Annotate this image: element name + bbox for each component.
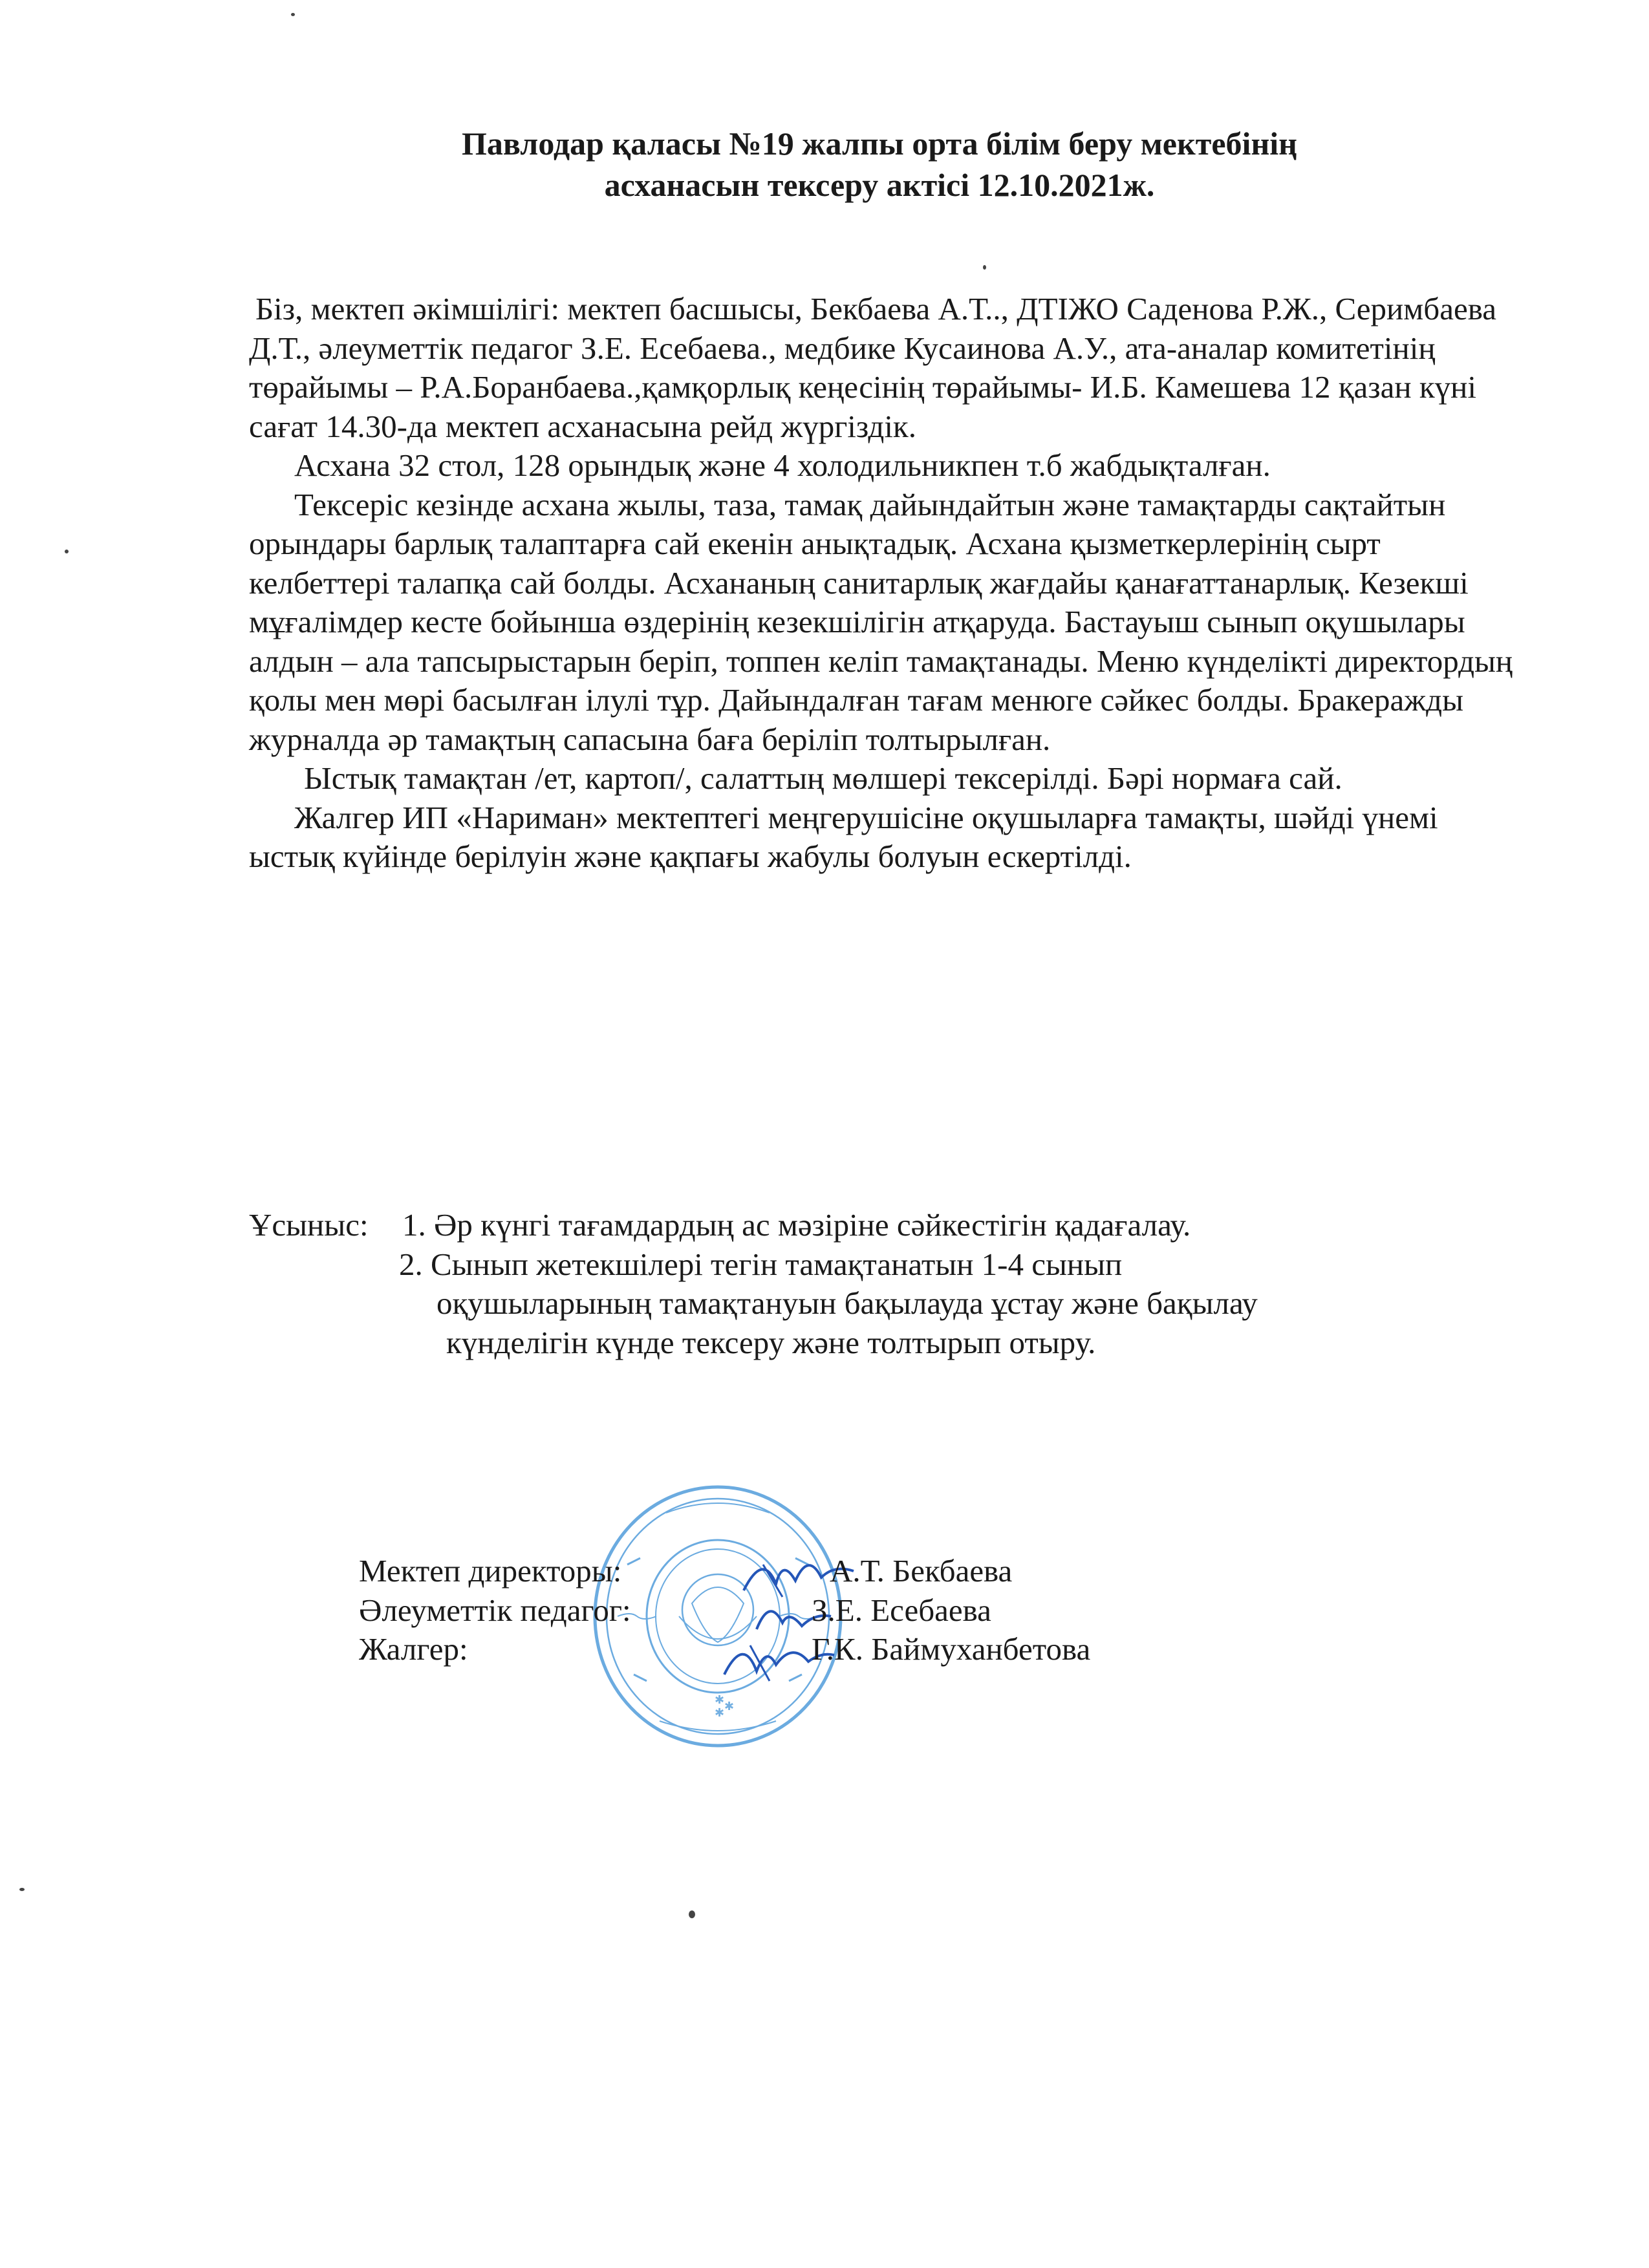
recommendations-section xyxy=(249,1206,1413,1362)
signature-role: Әлеуметтік педагог: xyxy=(359,1592,631,1628)
svg-text:✱: ✱ xyxy=(715,1693,725,1707)
paragraph-portions: Ыстық тамақтан /ет, картоп/, салаттың мөлшері тексерілді. Бәрі нормаға сай. xyxy=(304,760,1342,796)
signature-row xyxy=(359,1552,1264,1591)
signatures-section xyxy=(359,1552,1264,1669)
recommendations-label: Ұсыныс: xyxy=(249,1207,369,1243)
scan-speck xyxy=(19,1888,25,1891)
scan-speck xyxy=(983,265,986,270)
paragraph-inspection: Тексеріс кезінде асхана жылы, таза, тамақ дайындайтын және тамақтарды сақтайтын орындары барлық талаптарға сай екенін анықтадық. Асхана қызметкерлерінің сырт келбеттері талапқа сай болды. Асхананың санитарлық жағдайы қанағаттанарлық. Кезекші мұғалімдер кесте бойынша өздерінің кезекшілігін атқаруда. Бастауыш сынып оқушылары алдын – ала тапсырыстарын беріп, топпен келіп тамақтанады. Меню күнделікті директордың қолы мен мөрі басылған ілулі тұр. Дайындалған тағам менюге сәйкес болды. Бракеражды журналда әр тамақтың сапасына баға беріліп толтырылған. xyxy=(249,486,1513,757)
svg-text:✱: ✱ xyxy=(715,1706,725,1720)
svg-text:✱: ✱ xyxy=(724,1700,735,1713)
document-body xyxy=(249,290,1516,877)
recommendation-item-1: 1. Әр күнгі тағамдардың ас мәзіріне сәйкестігін қадағалау. xyxy=(402,1207,1191,1243)
paragraph-warning: Жалгер ИП «Нариман» мектептегі меңгерушісіне оқушыларға тамақты, шәйді үнемі ыстық күйінде берілуін және қақпағы жабулы болуын ескертілді. xyxy=(249,799,1438,874)
document-title xyxy=(0,123,1649,206)
recommendation-item-2-line-3: күнделігін күнде тексеру және толтырып отыру. xyxy=(446,1324,1096,1360)
signature-name: З.Е. Есебаева xyxy=(812,1592,991,1628)
paragraph-participants: Біз, мектеп әкімшілігі: мектеп басшысы, Бекбаева А.Т.., ДТІЖО Саденова Р.Ж., Серимбаева Д.Т., әлеуметтік педагог З.Е. Есебаева., медбике Кусаинова А.У., ата-аналар комитетінің төрайымы – Р.А.Боранбаева.,қамқорлық кеңесінің төрайымы- И.Б. Камешева 12 қазан күні сағат 14.30-да мектеп асханасына рейд жүргіздік. xyxy=(249,291,1496,444)
scan-speck xyxy=(291,13,295,16)
recommendation-item-2: 2. Сынып жетекшілері тегін тамақтанатын 1-4 сынып xyxy=(399,1246,1123,1282)
title-line-1: Павлодар қаласы №19 жалпы орта білім беру мектебінің xyxy=(462,125,1297,162)
signature-name: Г.К. Баймуханбетова xyxy=(812,1631,1091,1667)
recommendation-item-2-line-2: оқушыларының тамақтануын бақылауда ұстау және бақылау xyxy=(436,1285,1258,1321)
signature-row xyxy=(359,1591,1264,1631)
signature-role: Жалгер: xyxy=(359,1631,468,1667)
signature-row xyxy=(359,1630,1264,1669)
paragraph-equipment: Асхана 32 стол, 128 орындық және 4 холодильникпен т.б жабдықталған. xyxy=(294,447,1271,483)
signature-role: Мектеп директоры: xyxy=(359,1553,622,1589)
scan-speck xyxy=(65,550,69,553)
scan-speck xyxy=(689,1910,695,1918)
title-line-2: асханасын тексеру актісі 12.10.2021ж. xyxy=(604,167,1155,203)
signature-name: А.Т. Бекбаева xyxy=(830,1553,1013,1589)
